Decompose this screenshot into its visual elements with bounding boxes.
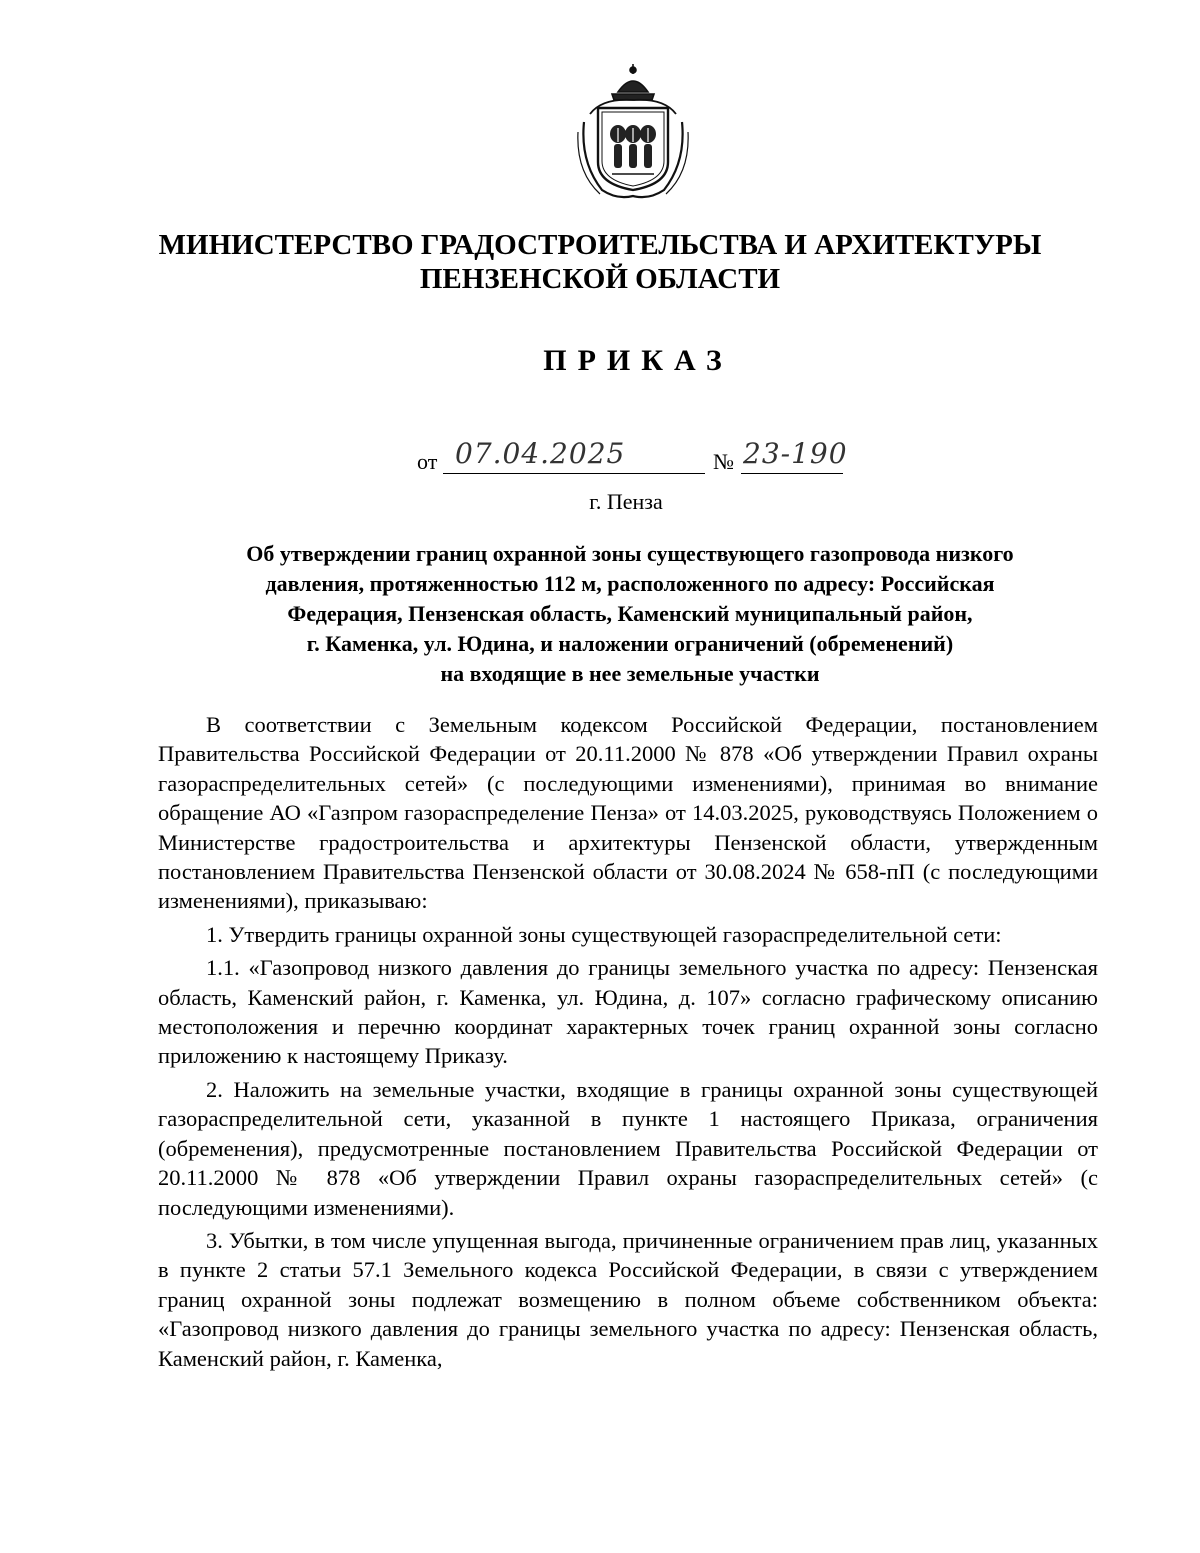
ministry-name-line-2: ПЕНЗЕНСКОЙ ОБЛАСТИ <box>419 263 781 295</box>
title-line: Об утверждении границ охранной зоны существующего газопровода низкого <box>246 541 1014 566</box>
body-paragraph-item-2: 2. Наложить на земельные участки, входящие в границы охранной зоны существующей газораспределительной сети, указанной в пункте 1 настоящего Приказа, ограничения (обременения), предусмотренные постановлением Правительства Российской Федерации от 20.11.2000 № 878 «Об утверждении Правил охраны газораспределительных сетей» (с последующими изменениями). <box>158 1076 1098 1220</box>
order-title <box>150 539 1110 689</box>
body-paragraph-preamble: В соответствии с Земельным кодексом Российской Федерации, постановлением Правительства Российской Федерации от 20.11.2000 № 878 «Об утверждении Правил охраны газораспределительных сетей» (с последующими изменениями), принимая во внимание обращение АО «Газпром газораспределение Пенза» от 14.03.2025, руководствуясь Положением о Министерстве градостроительства и архитектуры Пензенской области, утвержденным постановлением Правительства Пензенской области от 30.08.2024 № 658-пП (с последующими изменениями), приказываю: <box>158 712 1098 914</box>
body-paragraph-item-3: 3. Убытки, в том числе упущенная выгода, причиненные ограничением прав лиц, указанных в пункте 2 статьи 57.1 Земельного кодекса Российской Федерации, в связи с утверждением границ охранной зоны подлежат возмещению в полном объеме собственником объекта: «Газопровод низкого давления до границы земельного участка по адресу: Пензенская область, Каменский район, г. Каменка, <box>158 1227 1098 1371</box>
penza-coat-of-arms-icon <box>572 62 694 202</box>
date-underline <box>443 473 705 474</box>
title-line: г. Каменка, ул. Юдина, и наложении ограничений (обременений) <box>306 631 954 656</box>
number-underline <box>741 473 843 474</box>
title-line: давления, протяженностью 112 м, расположенного по адресу: Российская <box>265 571 995 596</box>
body-paragraph-item-1: 1. Утвердить границы охранной зоны существующей газораспределительной сети: <box>206 921 1002 947</box>
body-paragraph-item-1-1: 1.1. «Газопровод низкого давления до границы земельного участка по адресу: Пензенская область, Каменский район, г. Каменка, ул. Юдина, д. 107» согласно графическому описанию местоположения и перечню координат характерных точек границ охранной зоны согласно приложению к настоящему Приказу. <box>158 955 1098 1069</box>
title-line: на входящие в нее земельные участки <box>440 661 820 686</box>
date-prefix: от <box>417 449 438 474</box>
title-line: Федерация, Пензенская область, Каменский муниципальный район, <box>287 601 973 626</box>
number-prefix: № <box>713 449 734 474</box>
document-type-heading: ПРИКАЗ <box>543 344 733 377</box>
city-name: г. Пенза <box>589 489 663 514</box>
order-body <box>158 710 1098 1373</box>
ministry-name-line-1: МИНИСТЕРСТВО ГРАДОСТРОИТЕЛЬСТВА И АРХИТЕКТУРЫ <box>158 229 1042 261</box>
handwritten-date: 07.04.2025 <box>455 437 626 470</box>
handwritten-number: 23-190 <box>743 437 848 470</box>
